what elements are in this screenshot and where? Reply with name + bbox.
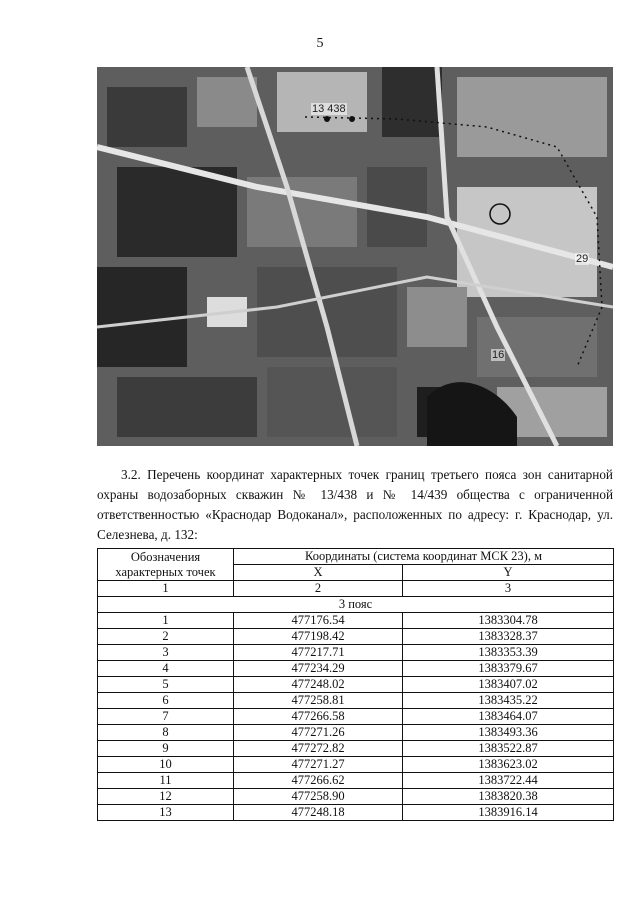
cell-point: 11 bbox=[98, 773, 234, 789]
cell-x: 477248.02 bbox=[234, 677, 403, 693]
table-row bbox=[98, 805, 614, 821]
section-paragraph: 3.2. Перечень координат характерных точек границ третьего пояса зон санитарной охраны водозаборных скважин № 13/438 и № 14/439 общества с ограниченной ответственностью «Краснодар Водоканал», расположенных по адресу: г. Краснодар, ул. Селезнева, д. 132: bbox=[97, 467, 613, 542]
cell-point: 13 bbox=[98, 805, 234, 821]
page-number: 5 bbox=[316, 36, 324, 51]
cell-x: 477248.18 bbox=[234, 805, 403, 821]
cell-point: 6 bbox=[98, 693, 234, 709]
cell-x: 477272.82 bbox=[234, 741, 403, 757]
map-label-point: 29 bbox=[576, 253, 589, 265]
cell-x: 477176.54 bbox=[234, 613, 403, 629]
header-coordinates: Координаты (система координат МСК 23), м bbox=[234, 549, 614, 565]
table-header-row bbox=[98, 549, 614, 565]
table-row bbox=[98, 693, 614, 709]
table-row bbox=[98, 645, 614, 661]
cell-y: 1383493.36 bbox=[403, 725, 614, 741]
cell-x: 477266.62 bbox=[234, 773, 403, 789]
cell-x: 477258.90 bbox=[234, 789, 403, 805]
table-row bbox=[98, 661, 614, 677]
header-points: Обозначения характерных точек bbox=[98, 549, 234, 581]
table-row bbox=[98, 725, 614, 741]
table-row bbox=[98, 709, 614, 725]
cell-point: 9 bbox=[98, 741, 234, 757]
cell-y: 1383916.14 bbox=[403, 805, 614, 821]
cell-x: 477234.29 bbox=[234, 661, 403, 677]
table-section-row bbox=[98, 597, 614, 613]
table-row bbox=[98, 757, 614, 773]
satellite-map bbox=[97, 67, 613, 446]
cell-y: 1383353.39 bbox=[403, 645, 614, 661]
cell-point: 5 bbox=[98, 677, 234, 693]
cell-x: 477217.71 bbox=[234, 645, 403, 661]
cell-x: 477271.27 bbox=[234, 757, 403, 773]
coordinates-table bbox=[97, 548, 614, 821]
cell-point: 3 bbox=[98, 645, 234, 661]
table-row bbox=[98, 629, 614, 645]
cell-y: 1383435.22 bbox=[403, 693, 614, 709]
header-y: Y bbox=[403, 565, 614, 581]
table-row bbox=[98, 773, 614, 789]
cell-point: 4 bbox=[98, 661, 234, 677]
cell-y: 1383820.38 bbox=[403, 789, 614, 805]
map-image bbox=[97, 67, 613, 446]
cell-y: 1383328.37 bbox=[403, 629, 614, 645]
cell-x: 477271.26 bbox=[234, 725, 403, 741]
cell-y: 1383464.07 bbox=[403, 709, 614, 725]
cell-y: 1383379.67 bbox=[403, 661, 614, 677]
cell-x: 477258.81 bbox=[234, 693, 403, 709]
cell-point: 1 bbox=[98, 613, 234, 629]
header-x: X bbox=[234, 565, 403, 581]
cell-point: 8 bbox=[98, 725, 234, 741]
cell-y: 1383304.78 bbox=[403, 613, 614, 629]
table-row bbox=[98, 613, 614, 629]
cell-y: 1383722.44 bbox=[403, 773, 614, 789]
map-label-point: 16 bbox=[492, 349, 505, 361]
map-label-borehole: 13 438 bbox=[312, 103, 346, 115]
column-number: 2 bbox=[234, 581, 403, 597]
cell-x: 477198.42 bbox=[234, 629, 403, 645]
cell-point: 2 bbox=[98, 629, 234, 645]
cell-y: 1383623.02 bbox=[403, 757, 614, 773]
table-row bbox=[98, 789, 614, 805]
cell-point: 12 bbox=[98, 789, 234, 805]
table-column-numbers bbox=[98, 581, 614, 597]
cell-y: 1383522.87 bbox=[403, 741, 614, 757]
cell-y: 1383407.02 bbox=[403, 677, 614, 693]
column-number: 1 bbox=[98, 581, 234, 597]
column-number: 3 bbox=[403, 581, 614, 597]
cell-point: 7 bbox=[98, 709, 234, 725]
section-label: 3 пояс bbox=[98, 597, 614, 613]
cell-x: 477266.58 bbox=[234, 709, 403, 725]
cell-point: 10 bbox=[98, 757, 234, 773]
table-row bbox=[98, 677, 614, 693]
table-row bbox=[98, 741, 614, 757]
